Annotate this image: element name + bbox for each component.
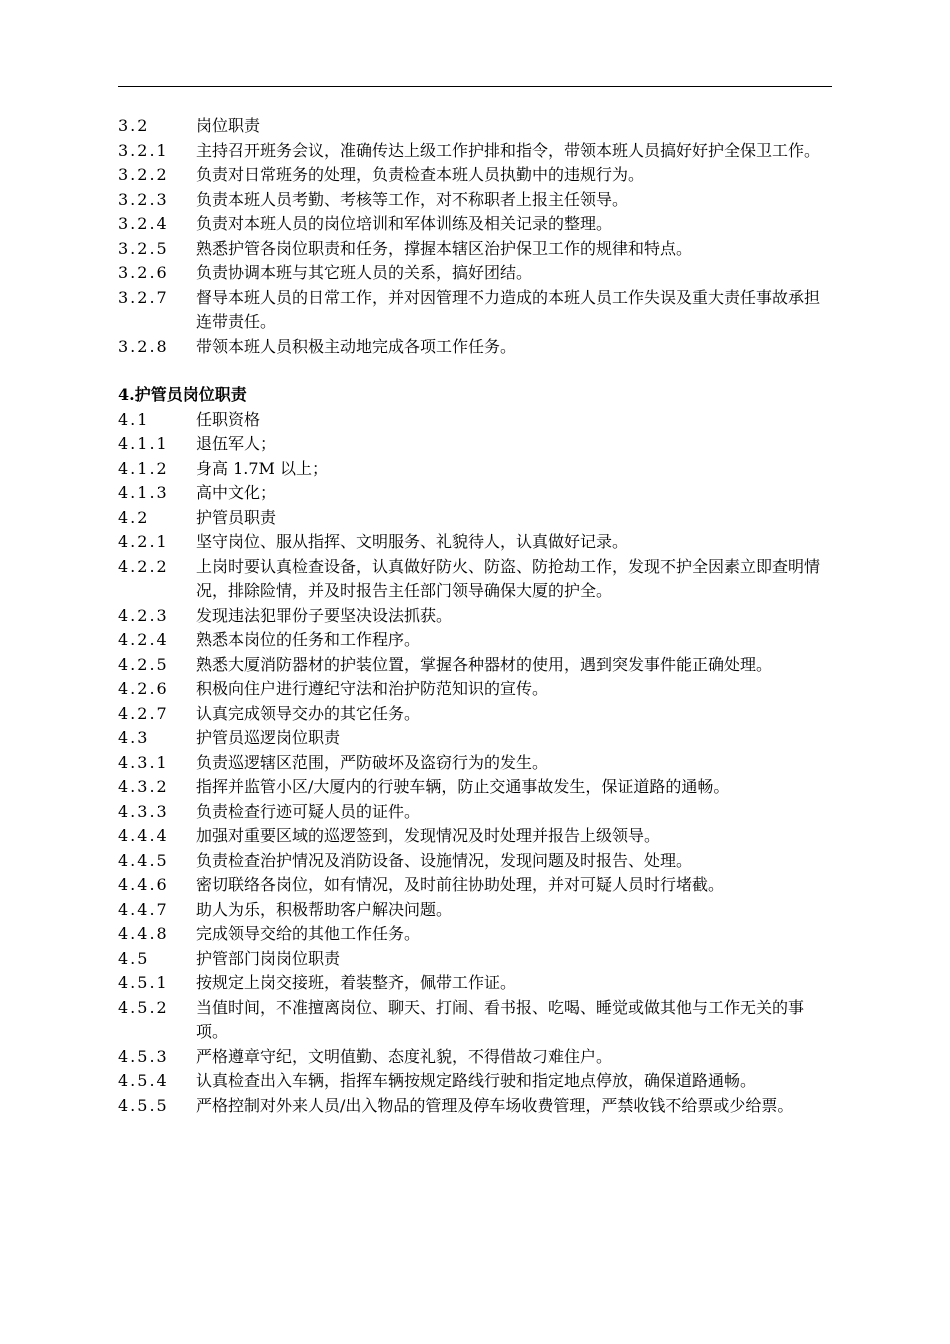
item-text: 严格控制对外来人员/出入物品的管理及停车场收费管理，严禁收钱不给票或少给票。 bbox=[196, 1095, 794, 1115]
list-item bbox=[118, 849, 834, 874]
item-text: 负责本班人员考勤、考核等工作，对不称职者上报主任领导。 bbox=[196, 189, 629, 209]
list-item bbox=[118, 1045, 834, 1070]
item-text: 任职资格 bbox=[196, 409, 261, 429]
list-item bbox=[118, 947, 834, 972]
item-number: 4.4.6 bbox=[118, 875, 169, 894]
item-number: 4.1.1 bbox=[118, 434, 169, 453]
item-text: 熟悉大厦消防器材的护装位置，掌握各种器材的使用，遇到突发事件能正确处理。 bbox=[196, 654, 773, 674]
item-text: 护管部门岗岗位职责 bbox=[196, 948, 341, 968]
list-item bbox=[118, 114, 834, 139]
list-item bbox=[118, 188, 834, 213]
item-number: 4.3.1 bbox=[118, 752, 169, 772]
list-item bbox=[118, 677, 834, 702]
list-item bbox=[118, 506, 834, 531]
item-number: 4.2.3 bbox=[118, 605, 169, 625]
item-number: 4.3.3 bbox=[118, 801, 169, 821]
list-item bbox=[118, 824, 834, 849]
item-text: 当值时间，不准擅离岗位、聊天、打闹、看书报、吃喝、睡觉或做其他与工作无关的事项。 bbox=[196, 997, 805, 1041]
item-number: 4.2.4 bbox=[118, 630, 169, 649]
item-text: 退伍军人； bbox=[196, 434, 277, 453]
list-item bbox=[118, 653, 834, 678]
list-item bbox=[118, 726, 834, 751]
list-item bbox=[118, 335, 834, 360]
list-item bbox=[118, 800, 834, 825]
item-number: 3.2.2 bbox=[118, 165, 169, 184]
item-text: 积极向住户进行遵纪守法和治护防范知识的宣传。 bbox=[196, 679, 549, 698]
item-text: 负责巡逻辖区范围，严防破坏及盗窃行为的发生。 bbox=[196, 752, 549, 772]
item-number: 3.2.5 bbox=[118, 238, 169, 258]
list-item bbox=[118, 432, 834, 457]
item-number: 4.2.1 bbox=[118, 532, 169, 551]
item-number: 4.2.5 bbox=[118, 654, 169, 674]
item-number: 3.2 bbox=[118, 116, 150, 135]
item-text: 认真检查出入车辆，指挥车辆按规定路线行驶和指定地点停放，确保道路通畅。 bbox=[196, 1071, 757, 1090]
item-text: 负责对本班人员的岗位培训和军体训练及相关记录的整理。 bbox=[196, 214, 613, 233]
list-item bbox=[118, 261, 834, 286]
list-item bbox=[118, 628, 834, 653]
list-item bbox=[118, 286, 834, 335]
list-item bbox=[118, 702, 834, 727]
section-heading: 4.护管员岗位职责 bbox=[118, 385, 247, 404]
item-number: 4.4.7 bbox=[118, 899, 169, 919]
item-number: 4.5.4 bbox=[118, 1071, 169, 1090]
header-rule bbox=[118, 86, 832, 87]
list-item bbox=[118, 971, 834, 996]
item-text: 完成领导交给的其他工作任务。 bbox=[196, 924, 421, 943]
item-number: 4.1 bbox=[118, 409, 150, 429]
list-item bbox=[118, 996, 834, 1045]
list-item bbox=[118, 1069, 834, 1094]
item-text: 护管员职责 bbox=[196, 507, 277, 527]
item-text: 认真完成领导交办的其它任务。 bbox=[196, 703, 421, 723]
item-number: 3.2.7 bbox=[118, 287, 169, 307]
item-text: 熟悉本岗位的任务和工作程序。 bbox=[196, 630, 421, 649]
list-item bbox=[118, 139, 834, 164]
list-item bbox=[118, 922, 834, 947]
section-4 bbox=[118, 408, 834, 1119]
item-number: 4.1.3 bbox=[118, 483, 169, 502]
item-number: 4.5 bbox=[118, 948, 150, 968]
list-item bbox=[118, 408, 834, 433]
item-text: 加强对重要区域的巡逻签到，发现情况及时处理并报告上级领导。 bbox=[196, 826, 661, 845]
item-text: 高中文化； bbox=[196, 483, 277, 502]
item-text: 熟悉护管各岗位职责和任务，撑握本辖区治护保卫工作的规律和特点。 bbox=[196, 238, 693, 258]
item-number: 4.4.5 bbox=[118, 850, 169, 870]
item-number: 4.3.2 bbox=[118, 777, 169, 796]
item-text: 督导本班人员的日常工作，并对因管理不力造成的本班人员工作失误及重大责任事故承担连带责任。 bbox=[196, 287, 821, 331]
list-item bbox=[118, 1094, 834, 1119]
item-text: 密切联络各岗位，如有情况，及时前往协助处理，并对可疑人员时行堵截。 bbox=[196, 875, 725, 894]
list-item bbox=[118, 163, 834, 188]
item-text: 负责检查行迹可疑人员的证件。 bbox=[196, 801, 421, 821]
list-item bbox=[118, 555, 834, 604]
list-item bbox=[118, 481, 834, 506]
item-text: 坚守岗位、服从指挥、文明服务、礼貌待人，认真做好记录。 bbox=[196, 532, 629, 551]
item-number: 4.5.1 bbox=[118, 973, 169, 992]
list-item bbox=[118, 898, 834, 923]
item-text: 按规定上岗交接班，着装整齐，佩带工作证。 bbox=[196, 973, 517, 992]
item-text: 身高 1.7M 以上； bbox=[196, 458, 329, 478]
item-text: 严格遵章守纪，文明值勤、态度礼貌，不得借故刁难住户。 bbox=[196, 1046, 613, 1066]
item-text: 带领本班人员积极主动地完成各项工作任务。 bbox=[196, 336, 517, 356]
list-item bbox=[118, 604, 834, 629]
item-text: 上岗时要认真检查设备，认真做好防火、防盗、防抢劫工作，发现不护全因素立即查明情况，排除险情，并及时报告主任部门领导确保大厦的护全。 bbox=[196, 556, 821, 600]
list-item bbox=[118, 457, 834, 482]
item-text: 负责检查治护情况及消防设备、设施情况，发现问题及时报告、处理。 bbox=[196, 850, 693, 870]
item-number: 3.2.3 bbox=[118, 189, 169, 209]
item-number: 4.1.2 bbox=[118, 458, 169, 478]
item-number: 3.2.6 bbox=[118, 263, 169, 282]
item-text: 护管员巡逻岗位职责 bbox=[196, 728, 341, 747]
item-text: 指挥并监管小区/大厦内的行驶车辆，防止交通事故发生，保证道路的通畅。 bbox=[196, 777, 730, 796]
item-number: 4.2.6 bbox=[118, 679, 169, 698]
list-item bbox=[118, 212, 834, 237]
item-number: 3.2.8 bbox=[118, 336, 169, 356]
item-number: 4.5.5 bbox=[118, 1095, 169, 1115]
item-number: 4.3 bbox=[118, 728, 150, 747]
item-number: 4.2.2 bbox=[118, 556, 169, 576]
item-text: 岗位职责 bbox=[196, 116, 261, 135]
document-body bbox=[118, 114, 834, 1118]
list-item bbox=[118, 530, 834, 555]
list-item bbox=[118, 873, 834, 898]
item-text: 发现违法犯罪份子要坚决设法抓获。 bbox=[196, 605, 453, 625]
item-number: 4.2.7 bbox=[118, 703, 169, 723]
item-text: 主持召开班务会议，准确传达上级工作护排和指令，带领本班人员搞好好护全保卫工作。 bbox=[196, 140, 821, 160]
item-text: 负责协调本班与其它班人员的关系，搞好团结。 bbox=[196, 263, 533, 282]
item-number: 4.4.4 bbox=[118, 826, 169, 845]
item-text: 助人为乐，积极帮助客户解决问题。 bbox=[196, 899, 453, 919]
item-number: 3.2.4 bbox=[118, 214, 169, 233]
section-3-2 bbox=[118, 114, 834, 359]
item-number: 3.2.1 bbox=[118, 140, 169, 160]
item-text: 负责对日常班务的处理，负责检查本班人员执勤中的违规行为。 bbox=[196, 165, 645, 184]
list-item bbox=[118, 751, 834, 776]
item-number: 4.4.8 bbox=[118, 924, 169, 943]
item-number: 4.5.3 bbox=[118, 1046, 169, 1066]
item-number: 4.5.2 bbox=[118, 997, 169, 1017]
list-item bbox=[118, 237, 834, 262]
item-number: 4.2 bbox=[118, 507, 150, 527]
list-item bbox=[118, 775, 834, 800]
